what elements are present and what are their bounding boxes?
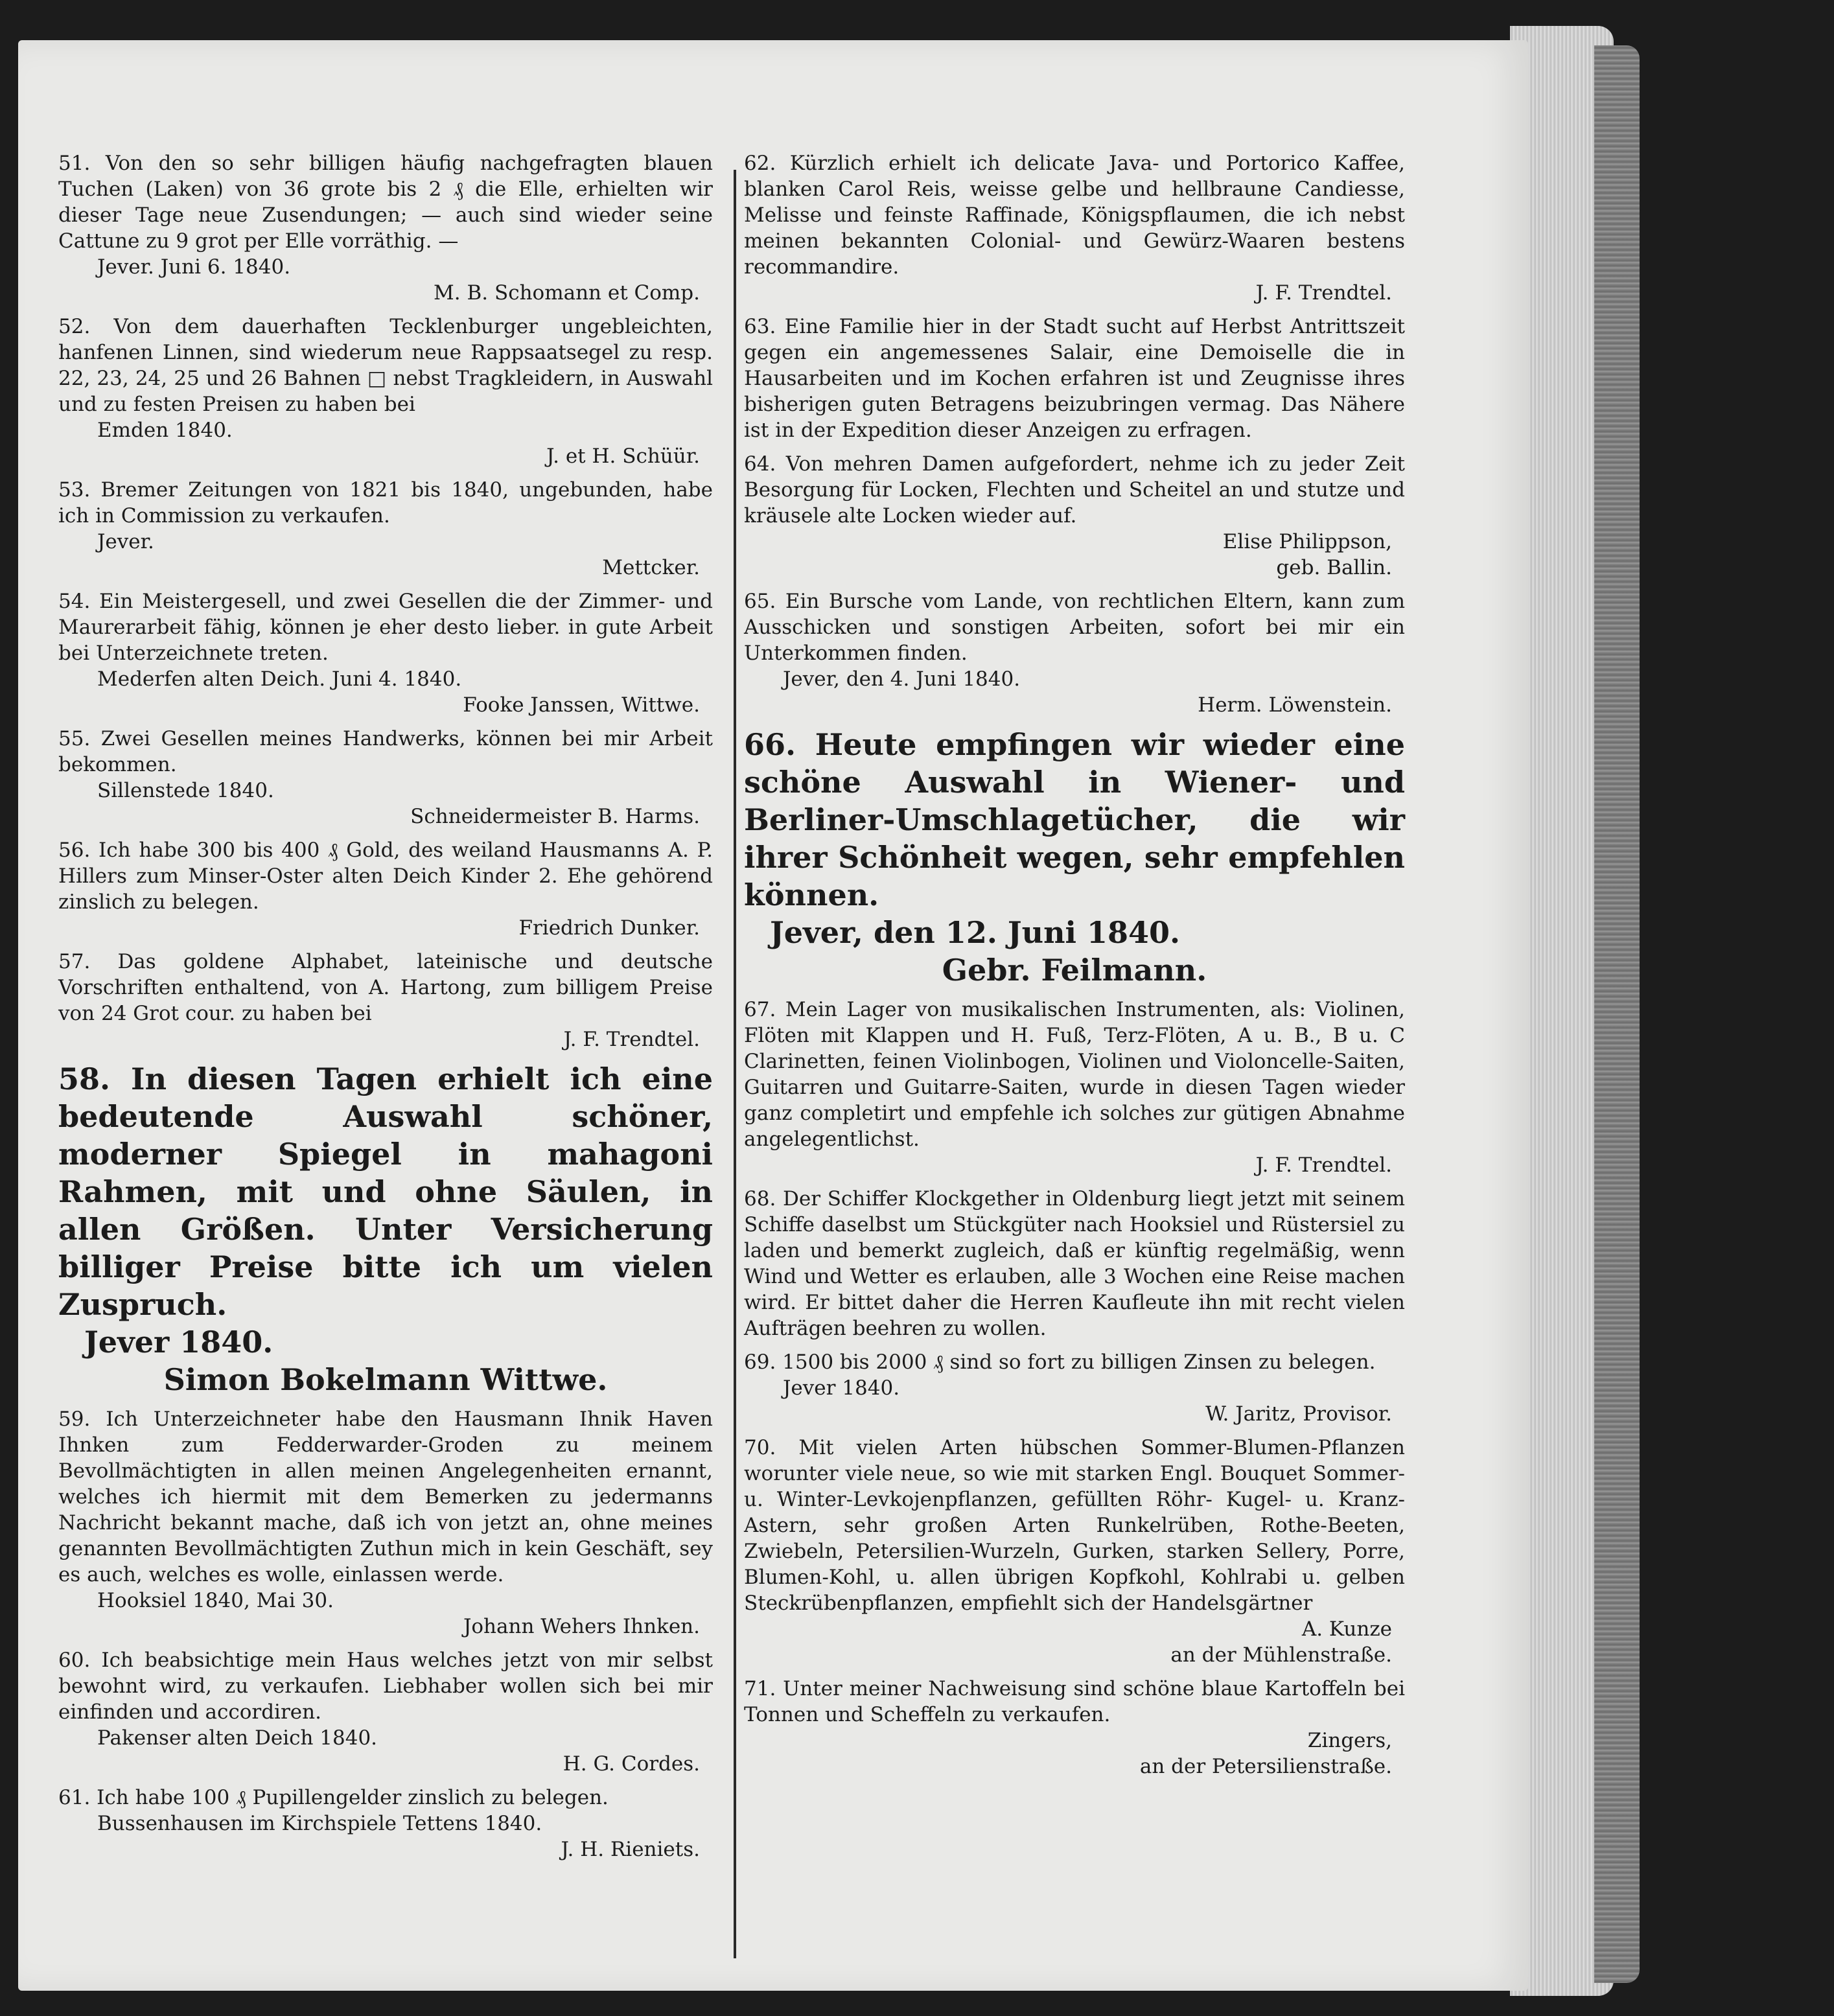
advertisement <box>58 1060 713 1398</box>
advertisement <box>58 1785 713 1862</box>
advertisement-place-date: Emden 1840. <box>97 419 233 442</box>
advertisement <box>58 837 713 941</box>
advertisement-place-date: Hooksiel 1840, Mai 30. <box>97 1589 334 1612</box>
advertisement <box>744 1676 1405 1779</box>
advertisement-place-date: Jever, den 4. Juni 1840. <box>783 667 1021 691</box>
advertisement <box>744 726 1405 989</box>
advertisement-text: 57. Das goldene Alphabet, lateinische und deutsche Vorschriften enthaltend, von A. Hartong, zum billigem Preise von 24 Grot cour. zu haben bei <box>58 950 713 1025</box>
advertisement-text: 55. Zwei Gesellen meines Handwerks, können bei mir Arbeit bekommen. <box>58 727 713 776</box>
advertisement <box>744 1349 1405 1427</box>
advertisement <box>58 588 713 718</box>
advertisement-signature: J. et H. Schüür. <box>546 445 700 468</box>
advertisement-signature: Johann Wehers Ihnken. <box>463 1615 700 1638</box>
advertisement-signature: Friedrich Dunker. <box>518 916 700 940</box>
advertisement <box>744 1186 1405 1341</box>
advertisement-place-date: Pakenser alten Deich 1840. <box>97 1726 378 1750</box>
advertisement-text: 71. Unter meiner Nachweisung sind schöne blaue Kartoffeln bei Tonnen und Scheffeln zu verkaufen. <box>744 1677 1405 1726</box>
book-cover-edge <box>1594 45 1640 1983</box>
advertisement-signature: M. B. Schomann et Comp. <box>434 281 700 305</box>
advertisement-place-date: Jever, den 12. Juni 1840. <box>770 915 1181 950</box>
advertisement-place-date: Bussenhausen im Kirchspiele Tettens 1840. <box>97 1812 542 1835</box>
column-divider <box>734 170 736 1958</box>
advertisement-text: 56. Ich habe 300 bis 400 ₰ Gold, des weiland Hausmanns A. P. Hillers zum Minser-Oster alten Deich Kinder 2. Ehe gehörend zinslich zu belegen. <box>58 839 713 914</box>
advertisement-signature: J. F. Trendtel. <box>1255 281 1392 305</box>
advertisement-text: 59. Ich Unterzeichneter habe den Hausmann Ihnik Haven Ihnken zum Fedderwarder-Groden zu meinem Bevollmächtigten in allen meinen Angelegenheiten ernannt, welches ich hiermit mit dem Bemerken zu jedermanns Nachricht bekannt mache, daß ich von jetzt an, ohne meines genannten Bevollmächtigten Zuthun mich in kein Geschäft, sey es auch, welches es wolle, einlassen werde. <box>58 1408 713 1586</box>
advertisement-text: 68. Der Schiffer Klockgether in Oldenburg liegt jetzt mit seinem Schiffe daselbst um Stückgüter nach Hooksiel und Rüstersiel zu laden und bemerkt zugleich, daß er künftig regelmäßig, wenn Wind und Wetter es erlauben, alle 3 Wochen eine Reise machen wird. Er bittet daher die Herren Kaufleute ihn mit recht vielen Aufträgen beehren zu wollen. <box>744 1187 1405 1340</box>
advertisement-text: 70. Mit vielen Arten hübschen Sommer-Blumen-Pflanzen worunter viele neue, so wie mit starken Engl. Bouquet Sommer- u. Winter-Levkojenpflanzen, gefüllten Röhr- Kugel- u. Kranz-Astern, sehr großen Arten Runkelrüben, Rothe-Beeten, Zwiebeln, Petersilien-Wurzeln, Gurken, starken Sellery, Porre, Blumen-Kohl, u. allen übrigen Kopfkohl, Kohlrabi u. gelben Steckrübenpflanzen, empfiehlt sich der Handelsgärtner <box>744 1436 1405 1615</box>
advertisement <box>58 726 713 829</box>
advertisement-place-date: Jever 1840. <box>783 1376 900 1400</box>
advertisement-place-date: Jever 1840. <box>84 1325 273 1360</box>
advertisement <box>744 997 1405 1178</box>
advertisement-signature: J. H. Rieniets. <box>561 1838 700 1861</box>
advertisement-signature: Simon Bokelmann Wittwe. <box>163 1362 608 1397</box>
left-column <box>58 150 713 1870</box>
advertisement-text: 67. Mein Lager von musikalischen Instrumenten, als: Violinen, Flöten mit Klappen und H. Fuß, Terz-Flöten, A u. B., B u. C Clarinetten, feinen Violinbogen, Violinen und Violoncelle-Saiten, Guitarren und Guitarre-Saiten, wurde in diesen Tagen wieder ganz completirt und empfehle ich solches zur gütigen Abnahme angelegentlichst. <box>744 998 1405 1151</box>
advertisement-signature: Elise Philippson, geb. Ballin. <box>1222 530 1392 579</box>
advertisement-signature: J. F. Trendtel. <box>1255 1153 1392 1177</box>
advertisement-place-date: Jever. <box>97 530 154 553</box>
advertisement <box>58 1406 713 1639</box>
newspaper-page <box>18 40 1528 1991</box>
advertisement <box>58 314 713 469</box>
advertisement <box>744 314 1405 443</box>
advertisement-place-date: Mederfen alten Deich. Juni 4. 1840. <box>97 667 462 691</box>
advertisement-place-date: Jever. Juni 6. 1840. <box>97 255 291 279</box>
advertisement-text: 51. Von den so sehr billigen häufig nachgefragten blauen Tuchen (Laken) von 36 grote bis 2 ₰ die Elle, erhielten wir dieser Tage neue Zusendungen; — auch sind wieder seine Cattune zu 9 grot per Elle vorräthig. — <box>58 152 713 253</box>
advertisement-signature: J. F. Trendtel. <box>563 1028 700 1051</box>
advertisement-text: 69. 1500 bis 2000 ₰ sind so fort zu billigen Zinsen zu belegen. <box>744 1350 1376 1374</box>
advertisement-text: 65. Ein Bursche vom Lande, von rechtlichen Eltern, kann zum Ausschicken und sonstigen Arbeiten, sofort bei mir ein Unterkommen finden. <box>744 590 1405 665</box>
advertisement <box>744 150 1405 306</box>
advertisement <box>744 451 1405 581</box>
advertisement-signature: Mettcker. <box>602 556 700 579</box>
advertisement-text: 61. Ich habe 100 ₰ Pupillengelder zinslich zu belegen. <box>58 1786 609 1809</box>
advertisement-text: 64. Von mehren Damen aufgefordert, nehme ich zu jeder Zeit Besorgung für Locken, Flechten und Scheitel an und stutze und kräusele alte Locken wieder auf. <box>744 452 1405 527</box>
right-column <box>744 150 1405 1787</box>
advertisement-text: 58. In diesen Tagen erhielt ich eine bedeutende Auswahl schöner, moderner Spiegel in mahagoni Rahmen, mit und ohne Säulen, in allen Größen. Unter Versicherung billiger Preise bitte ich um vielen Zuspruch. <box>58 1061 713 1322</box>
advertisement-signature: Gebr. Feilmann. <box>942 953 1207 988</box>
advertisement <box>58 150 713 306</box>
advertisement <box>744 1435 1405 1668</box>
advertisement <box>58 1647 713 1777</box>
advertisement-signature: Zingers, an der Petersilienstraße. <box>1139 1729 1392 1778</box>
advertisement-signature: W. Jaritz, Provisor. <box>1205 1402 1392 1426</box>
advertisement-place-date: Sillenstede 1840. <box>97 779 274 802</box>
advertisement-text: 52. Von dem dauerhaften Tecklenburger ungebleichten, hanfenen Linnen, sind wiederum neue Rappsaatsegel zu resp. 22, 23, 24, 25 und 26 Bahnen □ nebst Tragkleidern, in Auswahl und zu festen Preisen zu haben bei <box>58 315 713 416</box>
advertisement-text: 60. Ich beabsichtige mein Haus welches jetzt von mir selbst bewohnt wird, zu verkaufen. Liebhaber wollen sich bei mir einfinden und accordiren. <box>58 1649 713 1724</box>
advertisement <box>58 477 713 581</box>
advertisement-text: 62. Kürzlich erhielt ich delicate Java- und Portorico Kaffee, blanken Carol Reis, weisse gelbe und hellbraune Candiesse, Melisse und feinste Raffinade, Königspflaumen, die ich nebst meinen bekannten Colonial- und Gewürz-Waaren bestens recommandire. <box>744 152 1405 279</box>
advertisement-text: 54. Ein Meistergesell, und zwei Gesellen die der Zimmer- und Maurerarbeit fähig, können je eher desto lieber. in gute Arbeit bei Unterzeichnete treten. <box>58 590 713 665</box>
advertisement-signature: Herm. Löwenstein. <box>1198 693 1392 717</box>
advertisement <box>744 588 1405 718</box>
advertisement-text: 53. Bremer Zeitungen von 1821 bis 1840, ungebunden, habe ich in Commission zu verkaufen. <box>58 478 713 527</box>
advertisement-signature: H. G. Cordes. <box>563 1752 700 1776</box>
advertisement-signature: Fooke Janssen, Wittwe. <box>463 693 700 717</box>
advertisement <box>58 949 713 1052</box>
advertisement-signature: A. Kunze an der Mühlenstraße. <box>1170 1617 1392 1667</box>
advertisement-text: 63. Eine Familie hier in der Stadt sucht auf Herbst Antrittszeit gegen ein angemessenes Salair, eine Demoiselle die in Hausarbeiten und im Kochen erfahren ist und Zeugnisse ihres bisherigen guten Betragens beizubringen vermag. Das Nähere ist in der Expedition dieser Anzeigen zu erfragen. <box>744 315 1405 442</box>
advertisement-text: 66. Heute empfingen wir wieder eine schöne Auswahl in Wiener- und Berliner-Umschlagetücher, die wir ihrer Schönheit wegen, sehr empfehlen können. <box>744 727 1405 912</box>
advertisement-signature: Schneidermeister B. Harms. <box>410 805 700 828</box>
